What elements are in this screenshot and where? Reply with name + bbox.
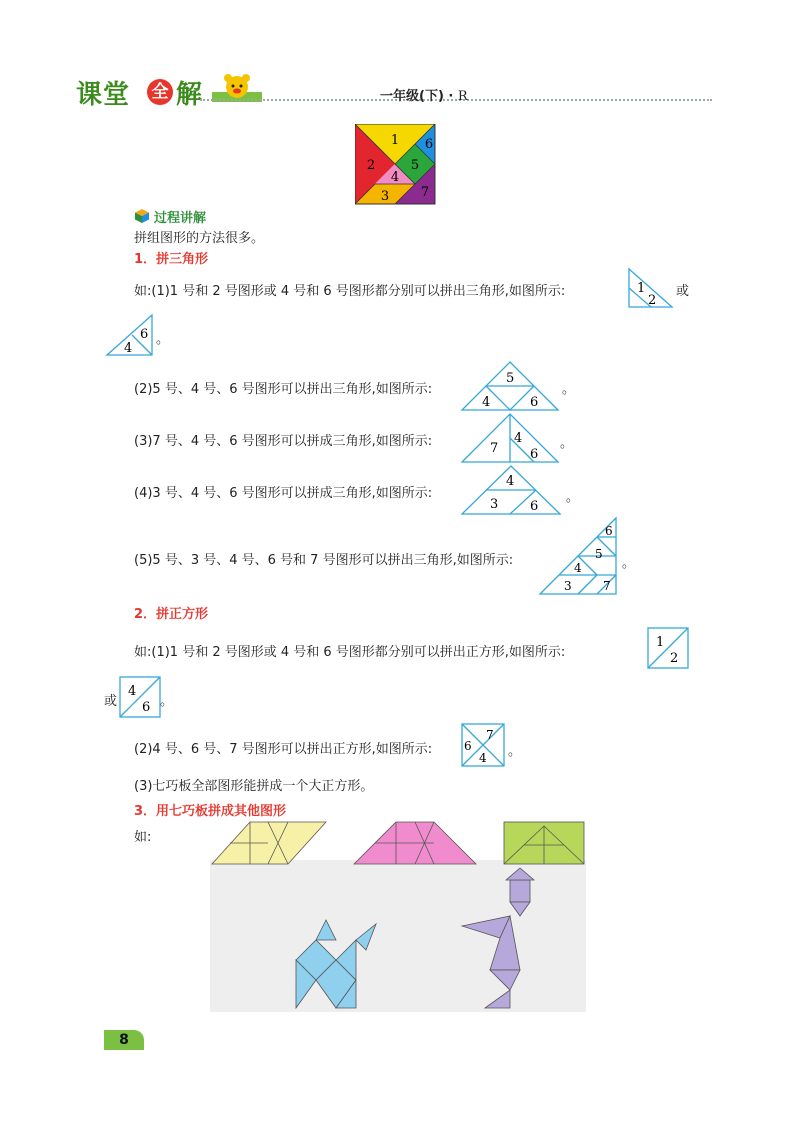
square-4-6 bbox=[118, 675, 162, 719]
label-4: 4 bbox=[506, 474, 515, 489]
triangle-4-6 bbox=[104, 312, 156, 358]
label-4: 4 bbox=[128, 684, 137, 699]
label-7: 7 bbox=[420, 185, 430, 200]
logo-text-3: 解 bbox=[176, 80, 204, 110]
label-4: 4 bbox=[479, 751, 487, 765]
triangle-7-4-6 bbox=[460, 412, 560, 464]
triangle-5-4-6 bbox=[460, 360, 560, 412]
section2-title: 2．拼正方形 bbox=[134, 607, 209, 622]
section1-line4: (4)3 号、4 号、6 号图形可以拼成三角形,如图所示: bbox=[134, 486, 433, 501]
label-3: 3 bbox=[490, 497, 499, 512]
section1-line3: (3)7 号、4 号、6 号图形可以拼成三角形,如图所示: bbox=[134, 434, 433, 449]
section2-line1: 如:(1)1 号和 2 号图形或 4 号和 6 号图形都分别可以拼出正方形,如图所示: bbox=[134, 645, 566, 660]
or-text-1: 或 bbox=[676, 284, 690, 299]
label-6: 6 bbox=[530, 447, 539, 462]
process-intro: 拼组图形的方法很多。 bbox=[134, 231, 265, 246]
label-4: 4 bbox=[124, 341, 133, 356]
section2-line3: (3)七巧板全部图形能拼成一个大正方形。 bbox=[134, 779, 374, 794]
edition-separator: · bbox=[448, 89, 454, 104]
label-6: 6 bbox=[530, 499, 539, 514]
label-2: 2 bbox=[366, 158, 376, 173]
label-2: 2 bbox=[648, 293, 657, 308]
period-4: 。 bbox=[566, 490, 580, 505]
or-text-2: 或 bbox=[104, 694, 118, 709]
logo-text-1: 课堂 bbox=[76, 80, 131, 110]
label-4: 4 bbox=[390, 170, 400, 185]
label-6: 6 bbox=[464, 739, 472, 753]
label-5: 5 bbox=[595, 547, 603, 561]
triangle-1-2 bbox=[626, 266, 676, 310]
section1-title: 1．拼三角形 bbox=[134, 252, 209, 267]
label-6: 6 bbox=[140, 327, 149, 342]
triangle-3-4-6 bbox=[460, 464, 564, 516]
period-7: 。 bbox=[508, 744, 522, 759]
rectangle-figure bbox=[504, 822, 584, 864]
section3-title: 3．用七巧板拼成其他图形 bbox=[134, 804, 287, 819]
square-1-2 bbox=[646, 626, 690, 670]
label-3: 3 bbox=[564, 579, 572, 593]
label-6: 6 bbox=[605, 524, 613, 538]
label-5: 5 bbox=[506, 371, 515, 386]
tangram-square bbox=[355, 124, 437, 206]
trapezoid-figure bbox=[354, 822, 476, 864]
section1-line5: (5)5 号、3 号、4 号、6 号和 7 号图形可以拼出三角形,如图所示: bbox=[134, 553, 514, 568]
label-3: 3 bbox=[380, 189, 390, 204]
label-4: 4 bbox=[482, 395, 491, 410]
label-2: 2 bbox=[670, 651, 679, 666]
section1-line1: 如:(1)1 号和 2 号图形或 4 号和 6 号图形都分别可以拼出三角形,如图所示: bbox=[134, 284, 566, 299]
period-6: 。 bbox=[160, 694, 174, 709]
grade-label bbox=[380, 85, 468, 104]
label-7: 7 bbox=[486, 728, 494, 742]
label-5: 5 bbox=[410, 158, 420, 173]
period-1: 。 bbox=[156, 332, 170, 347]
section2-line2: (2)4 号、6 号、7 号图形可以拼出正方形,如图所示: bbox=[134, 742, 433, 757]
label-7: 7 bbox=[490, 441, 499, 456]
tangram-figures bbox=[210, 820, 586, 1012]
period-2: 。 bbox=[562, 382, 576, 397]
process-heading: 过程讲解 bbox=[154, 211, 207, 226]
period-3: 。 bbox=[560, 436, 574, 451]
period-5: 。 bbox=[622, 556, 636, 571]
label-6: 6 bbox=[424, 137, 434, 152]
page-number: 8 bbox=[104, 1030, 144, 1050]
label-6: 6 bbox=[530, 395, 539, 410]
edition-text: R bbox=[457, 89, 468, 104]
section3-lead: 如: bbox=[134, 830, 152, 845]
label-1: 1 bbox=[637, 281, 646, 296]
square-4-6-7 bbox=[460, 722, 506, 768]
parallelogram-figure bbox=[212, 822, 326, 864]
label-1: 1 bbox=[656, 635, 665, 650]
section1-line2: (2)5 号、4 号、6 号图形可以拼出三角形,如图所示: bbox=[134, 382, 433, 397]
triangle-5-3-4-6-7 bbox=[538, 516, 620, 596]
label-7: 7 bbox=[603, 579, 611, 593]
label-6: 6 bbox=[142, 700, 151, 715]
label-1: 1 bbox=[390, 133, 400, 148]
label-4: 4 bbox=[514, 431, 523, 446]
cube-icon bbox=[134, 208, 150, 224]
grade-text: 一年级(下) bbox=[380, 89, 444, 104]
logo-badge: 全 bbox=[147, 79, 173, 105]
label-4: 4 bbox=[574, 561, 582, 575]
